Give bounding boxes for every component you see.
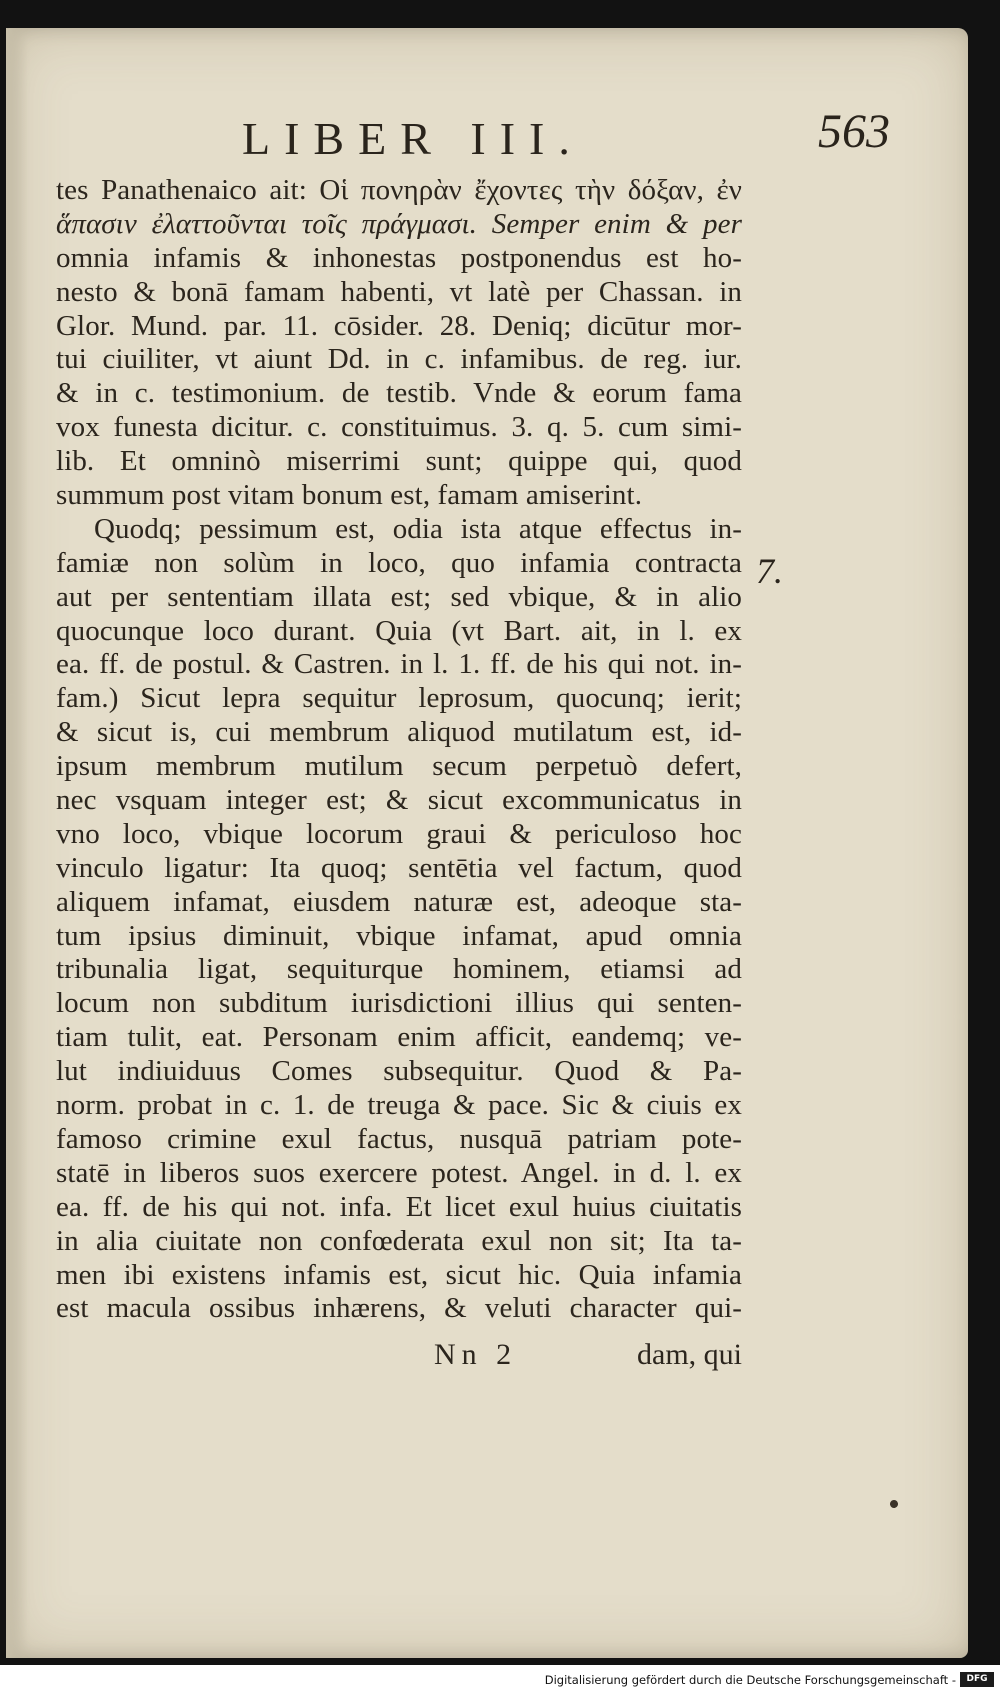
text-line: vox funesta dicitur. c. constituimus. 3. q. 5. cum simi- bbox=[56, 411, 742, 444]
text-line: lib. Et omninò miserrimi sunt; quippe qui, quod bbox=[56, 445, 742, 478]
text-line: in alia ciuitate non confœderata exul non sit; Ita ta- bbox=[56, 1224, 742, 1257]
text-line: tribunalia ligat, sequiturque hominem, etiamsi ad bbox=[56, 953, 742, 986]
book-page bbox=[6, 28, 968, 1658]
page-header bbox=[56, 90, 908, 164]
text-line: men ibi existens infamis est, sicut hic. Quia infamia bbox=[56, 1258, 742, 1291]
text-line: summum post vitam bonum est, famam amiserint. bbox=[56, 479, 643, 512]
ink-stain bbox=[889, 1499, 900, 1510]
text-line: quocunque loco durant. Quia (vt Bart. ait, in l. ex bbox=[56, 614, 742, 647]
text-line: tum ipsius diminuit, vbique infamat, apud omnia bbox=[56, 919, 742, 952]
text-line: nec vsquam integer est; & sicut excommunicatus in bbox=[56, 784, 742, 817]
text-line: ea. ff. de his qui not. infa. Et licet exul huius ciuitatis bbox=[56, 1190, 742, 1223]
text-line: ipsum membrum mutilum secum perpetuò defert, bbox=[56, 750, 742, 783]
text-line: tui ciuiliter, vt aiunt Dd. in c. infamibus. de reg. iur. bbox=[56, 343, 742, 376]
text-line: & in c. testimonium. de testib. Vnde & eorum fama bbox=[56, 377, 742, 410]
marginal-note: 7. bbox=[756, 551, 783, 591]
text-line: Quodq; pessimum est, odia ista atque effectus in- bbox=[94, 512, 742, 545]
text-line: est macula ossibus inhærens, & veluti character qui- bbox=[56, 1292, 742, 1325]
text-line: statē in liberos suos exercere potest. Angel. in d. l. ex bbox=[56, 1156, 742, 1189]
body-text bbox=[56, 174, 742, 1326]
running-head: LIBER III. bbox=[242, 113, 584, 164]
signature-line bbox=[56, 1338, 742, 1378]
text-line: Glor. Mund. par. 11. cōsider. 28. Deniq; dicūtur mor- bbox=[56, 309, 742, 342]
signature-mark: Nn 2 bbox=[434, 1338, 518, 1371]
text-line: tiam tulit, eat. Personam enim afficit, eandemq; ve- bbox=[56, 1021, 742, 1054]
text-line: vno loco, vbique locorum graui & periculoso hoc bbox=[56, 817, 742, 850]
text-line: ἅπασιν ἐλαττοῦνται τοῖς πράγμασι. Semper enim & per bbox=[56, 207, 742, 240]
text-line: omnia infamis & inhonestas postponendus est ho- bbox=[56, 241, 742, 274]
text-line: norm. probat in c. 1. de treuga & pace. Sic & ciuis ex bbox=[56, 1089, 742, 1122]
text-line: tes Panathenaico ait: Οἱ πονηρὰν ἔχοντες τὴν δόξαν, ἐν bbox=[56, 174, 742, 206]
text-line: fam.) Sicut lepra sequitur leprosum, quocunq; ierit; bbox=[56, 682, 742, 715]
footer-bar bbox=[0, 1665, 1000, 1695]
page-number: 563 bbox=[818, 105, 890, 158]
text-line: & sicut is, cui membrum aliquod mutilatum est, id- bbox=[56, 716, 742, 749]
text-line: aliquem infamat, eiusdem naturæ est, adeoque sta- bbox=[56, 885, 742, 918]
text-line: famiæ non solùm in loco, quo infamia contracta bbox=[56, 546, 742, 579]
text-line: aut per sententiam illata est; sed vbique, & in alio bbox=[56, 580, 742, 613]
catchword: dam, qui bbox=[637, 1338, 742, 1371]
text-line: lut indiuiduus Comes subsequitur. Quod & Pa- bbox=[56, 1055, 742, 1088]
text-line: ea. ff. de postul. & Castren. in l. 1. ff. de his qui not. in- bbox=[56, 648, 742, 681]
text-line: famoso crimine exul factus, nusquā patriam pote- bbox=[56, 1122, 742, 1155]
text-line: vinculo ligatur: Ita quoq; sentētia vel factum, quod bbox=[56, 851, 742, 884]
dfg-logo: DFG bbox=[960, 1672, 994, 1687]
text-line: locum non subditum iurisdictioni illius qui senten- bbox=[56, 987, 742, 1020]
text-line: nesto & bonā famam habenti, vt latè per Chassan. in bbox=[56, 275, 742, 308]
funding-notice: Digitalisierung gefördert durch die Deutsche Forschungsgemeinschaft - bbox=[544, 1673, 956, 1687]
